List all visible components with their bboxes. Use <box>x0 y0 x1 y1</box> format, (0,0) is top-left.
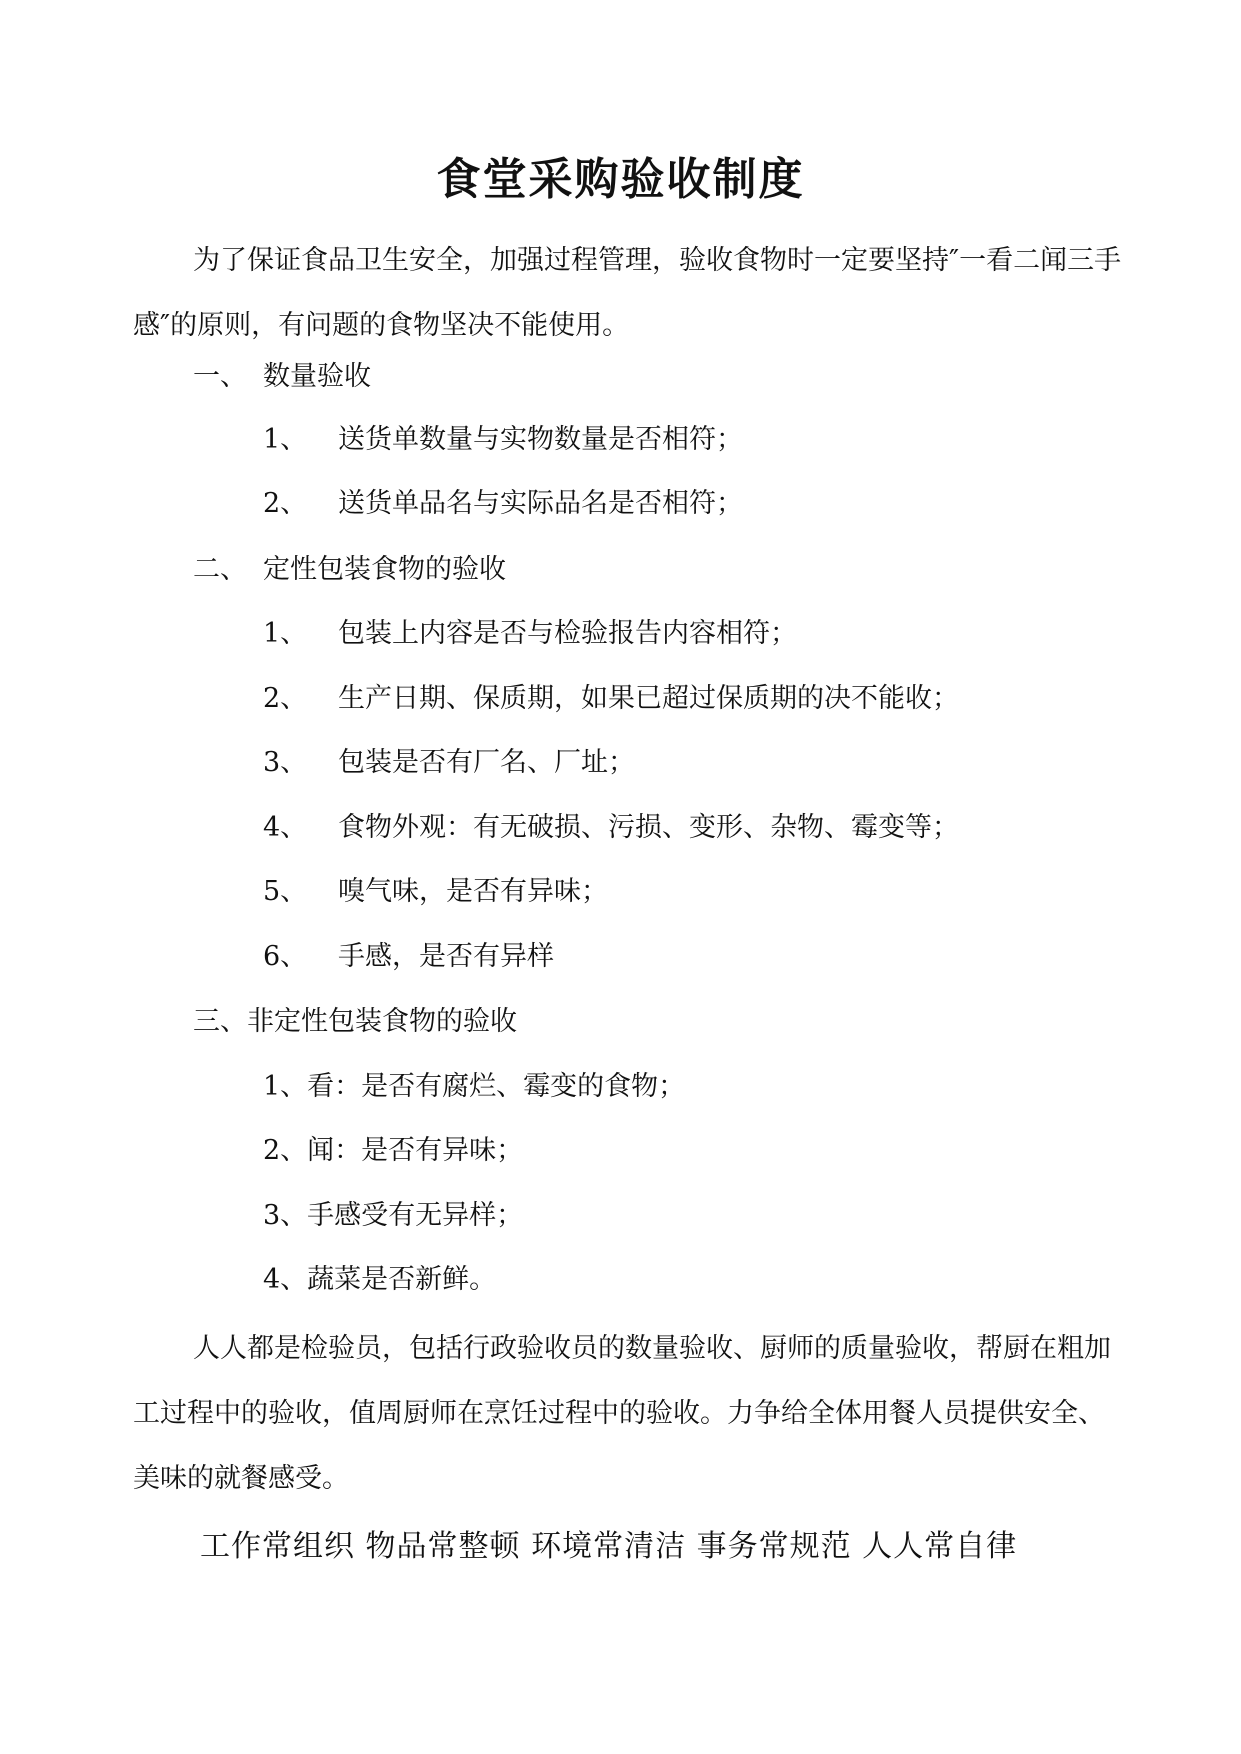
list-item <box>263 614 797 654</box>
page-title: 食堂采购验收制度 <box>436 154 805 205</box>
list-item <box>263 937 554 977</box>
section-heading-1 <box>193 357 371 397</box>
item-text: 包装是否有厂名、厂址； <box>338 747 635 778</box>
item-number: 2、 <box>263 683 308 714</box>
item-number: 3、 <box>263 747 308 778</box>
item-text: 送货单品名与实际品名是否相符； <box>338 488 743 519</box>
section-2-number: 二、 <box>193 554 247 585</box>
item-text: 食物外观：有无破损、污损、变形、杂物、霉变等； <box>338 812 959 843</box>
list-item <box>263 743 635 783</box>
list-item: 2、闻：是否有异味； <box>263 1135 524 1166</box>
list-item: 4、蔬菜是否新鲜。 <box>263 1264 497 1295</box>
list-item <box>263 872 608 912</box>
item-text: 送货单数量与实物数量是否相符； <box>338 424 743 455</box>
list-item <box>263 484 743 524</box>
section-heading-3: 三、非定性包装食物的验收 <box>193 1006 517 1037</box>
item-number: 5、 <box>263 876 308 907</box>
slogan: 工作常组织 物品常整顿 环境常清洁 事务常规范 人人常自律 <box>200 1529 1018 1564</box>
item-number: 1、 <box>263 618 308 649</box>
item-number: 6、 <box>263 941 308 972</box>
list-item: 1、看：是否有腐烂、霉变的食物； <box>263 1071 686 1102</box>
closing-paragraph: 人人都是检验员，包括行政验收员的数量验收、厨师的质量验收，帮厨在粗加工过程中的验收，值周厨师在烹饪过程中的验收。力争给全体用餐人员提供安全、美味的就餐感受。 <box>133 1333 1111 1494</box>
item-text: 包装上内容是否与检验报告内容相符； <box>338 618 797 649</box>
list-item: 3、手感受有无异样； <box>263 1200 524 1231</box>
list-item <box>263 808 959 848</box>
section-1-title: 数量验收 <box>263 361 371 392</box>
list-item <box>263 679 959 719</box>
item-number: 4、 <box>263 812 308 843</box>
item-text: 生产日期、保质期，如果已超过保质期的决不能收； <box>338 683 959 714</box>
item-text: 手感，是否有异样 <box>338 941 554 972</box>
section-heading-2 <box>193 550 506 590</box>
item-number: 2、 <box>263 488 308 519</box>
intro-paragraph: 为了保证食品卫生安全，加强过程管理，验收食物时一定要坚持″一看二闻三手感″的原则，有问题的食物坚决不能使用。 <box>133 245 1122 341</box>
list-item <box>263 420 743 460</box>
item-number: 1、 <box>263 424 308 455</box>
item-text: 嗅气味，是否有异味； <box>338 876 608 907</box>
section-1-number: 一、 <box>193 361 247 392</box>
section-2-title: 定性包装食物的验收 <box>263 554 506 585</box>
